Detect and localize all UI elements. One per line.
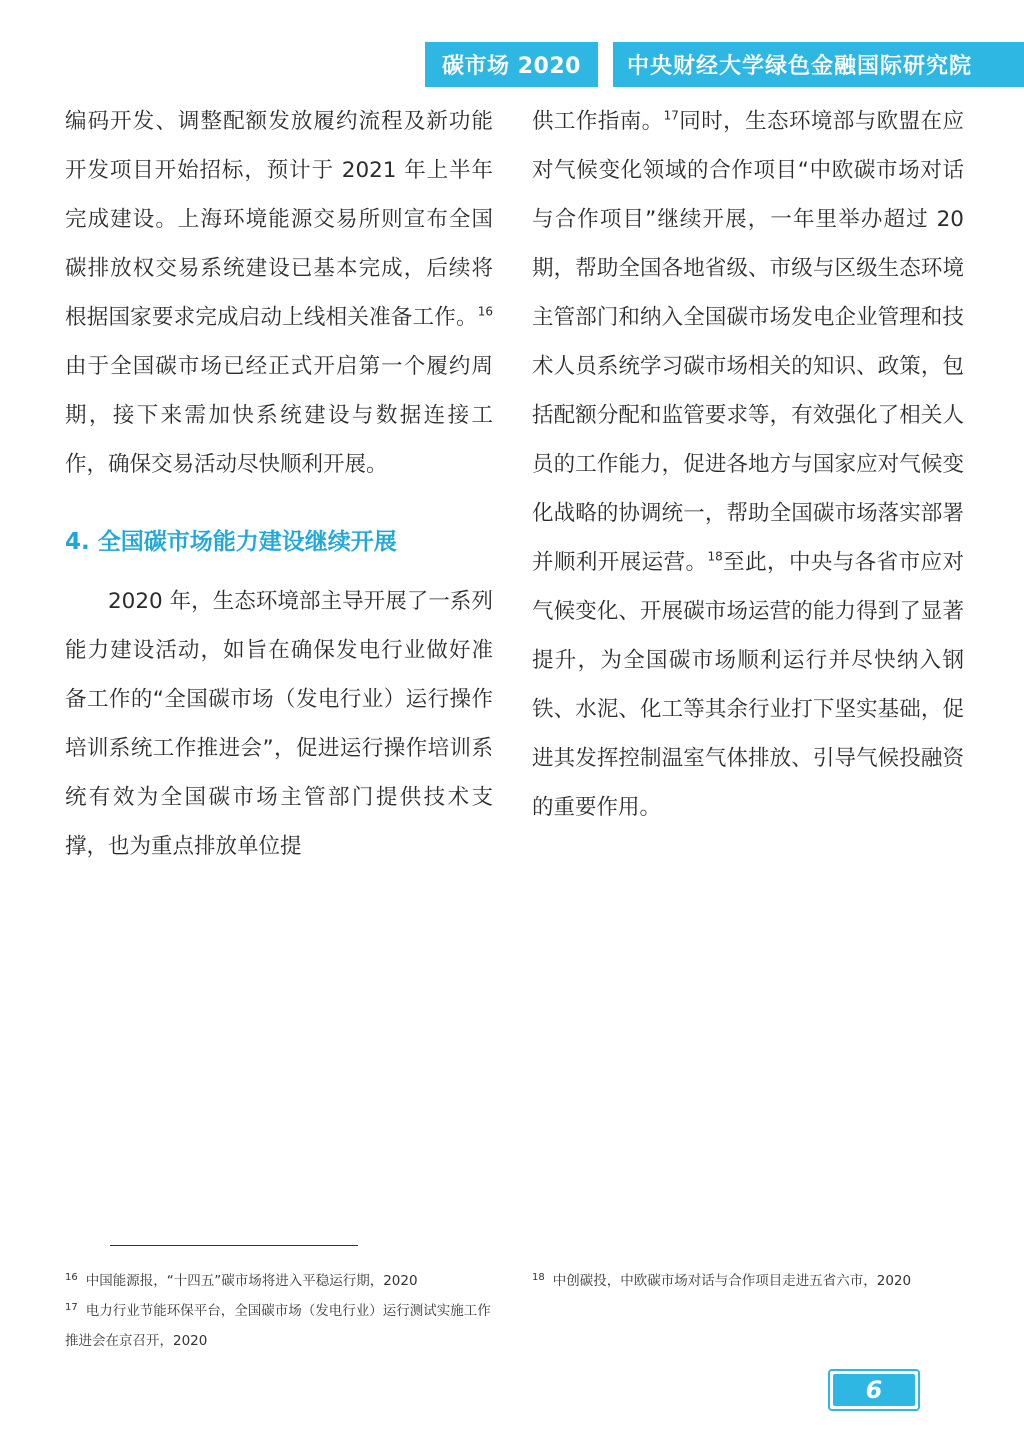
footnote-ref-17[interactable]: 17 (663, 108, 679, 123)
left-paragraph-2: 2020 年，生态环境部主导开展了一系列能力建设活动，如旨在确保发电行业做好准备工作的“全国碳市场（发电行业）运行操作培训系统工作推进会”，促进运行操作培训系统有效为全国碳市场主管部门提供技术支撑，也为重点排放单位提 (65, 589, 493, 859)
footnote-18-text: 中创碳投，中欧碳市场对话与合作项目走进五省六市，2020 (552, 1273, 912, 1289)
left-paragraph-1-text: 编码开发、调整配额发放履约流程及新功能开发项目开始招标，预计于 2021 年上半年完成建设。上海环境能源交易所则宣布全国碳排放权交易系统建设已基本完成，后续将根据国家要求完成启动上线相关准备工作。 (65, 109, 493, 330)
footnotes-left (65, 1266, 495, 1356)
right-paragraph-tail: 至此，中央与各省市应对气候变化、开展碳市场运营的能力得到了显著提升，为全国碳市场顺利运行并尽快纳入钢铁、水泥、化工等其余行业打下坚实基础，促进其发挥控制温室气体排放、引导气候投融资的重要作用。 (532, 550, 964, 820)
footnote-16-number: 16 (65, 1272, 78, 1283)
section-heading: 4. 全国碳市场能力建设继续开展 (65, 529, 397, 555)
footnote-17-text: 电力行业节能环保平台，全国碳市场（发电行业）运行测试实施工作推进会在京召开，2020 (65, 1303, 491, 1349)
left-column (65, 97, 493, 871)
report-title-banner (425, 42, 598, 87)
footnote-18-number: 18 (532, 1272, 545, 1283)
page-number: 6 (833, 1374, 915, 1406)
footnote-ref-18[interactable]: 18 (707, 549, 723, 564)
footnote-18 (532, 1266, 972, 1296)
footnote-16-text: 中国能源报，“十四五”碳市场将进入平稳运行期，2020 (85, 1273, 418, 1289)
footnote-ref-16[interactable]: 16 (477, 304, 493, 319)
left-paragraph-1-tail: 由于全国碳市场已经正式开启第一个履约周期，接下来需加快系统建设与数据连接工作，确保交易活动尽快顺利开展。 (65, 354, 493, 477)
left-paragraph-1 (65, 97, 493, 489)
institute-banner (613, 42, 1024, 87)
right-paragraph-head: 供工作指南。 (532, 109, 664, 134)
report-title: 碳市场 2020 (442, 54, 581, 79)
right-paragraph-mid: 同时，生态环境部与欧盟在应对气候变化领域的合作项目“中欧碳市场对话与合作项目”继续开展，一年里举办超过 20 期，帮助全国各地省级、市级与区级生态环境主管部门和纳入全国碳市场发电企业管理和技术人员系统学习碳市场相关的知识、政策，包括配额分配和监管要求等，有效强化了相关人员的工作能力，促进各地方与国家应对气候变化战略的协调统一，帮助全国碳市场落实部署并顺利开展运营。 (532, 109, 964, 575)
footnote-17 (65, 1296, 495, 1356)
footnote-16 (65, 1266, 495, 1296)
page-number-box (828, 1369, 920, 1411)
footnote-17-number: 17 (65, 1302, 78, 1313)
institute-name: 中央财经大学绿色金融国际研究院 (627, 54, 973, 79)
right-paragraph (532, 97, 964, 832)
footnote-divider (110, 1245, 358, 1246)
footnotes-right (532, 1266, 972, 1296)
right-column (532, 97, 964, 832)
